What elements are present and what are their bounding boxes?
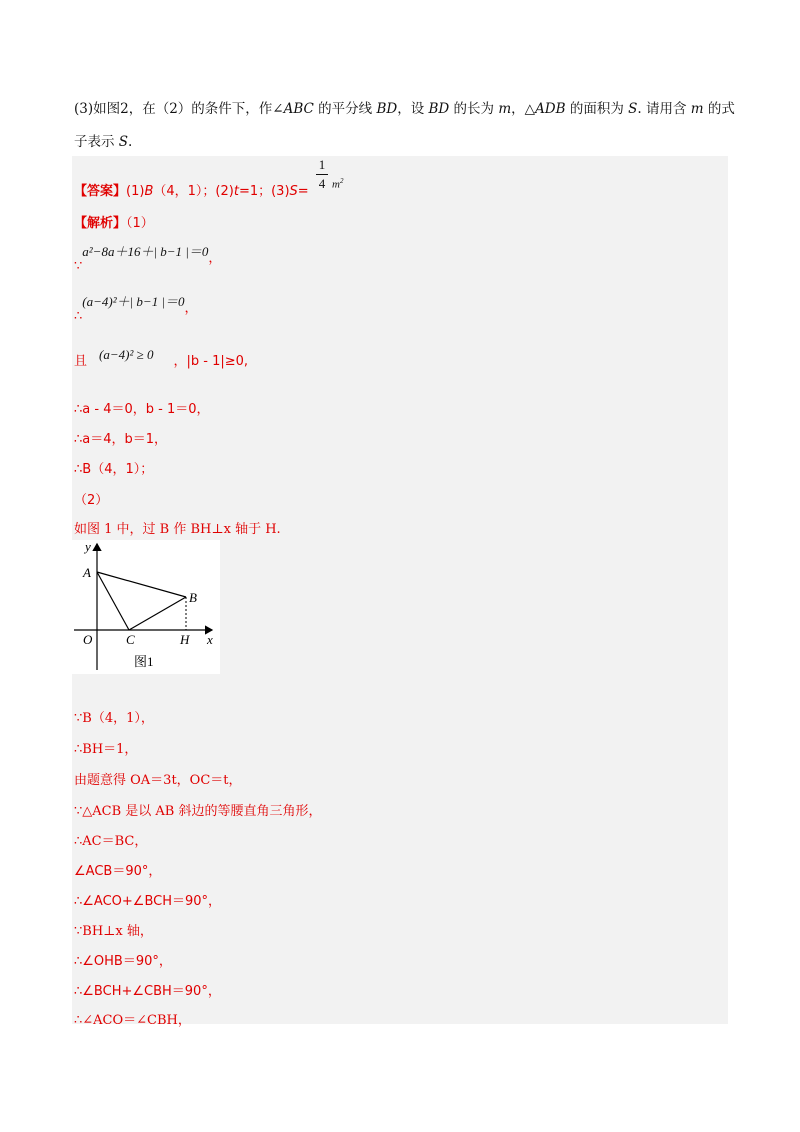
- fraction-denominator: 4: [318, 176, 326, 191]
- segment-ab: [97, 572, 186, 597]
- label-x: x: [207, 632, 213, 647]
- analysis-figure-intro: 如图 1 中，过 B 作 BH⊥x 轴于 H.: [74, 522, 281, 537]
- analysis-part2-heading: （2）: [74, 493, 109, 508]
- answer-line: 【答案】(1)B（4，1）；(2)t=1；(3)S=: [74, 184, 309, 199]
- solution-step: ∴AC＝BC，: [74, 834, 148, 849]
- label-h: H: [180, 632, 190, 647]
- answer-fraction: [316, 157, 328, 192]
- question-line-1: (3)如图2，在（2）的条件下，作∠ABC 的平分线 BD，设 BD 的长为 m，△ADB 的面积为 S. 请用含 m 的式: [74, 101, 735, 117]
- solution-step: ∵B（4，1），: [74, 711, 154, 726]
- analysis-eq1-line: ∵a²−8a＋16＋| b−1 |＝0，: [74, 244, 222, 274]
- fraction-numerator: 1: [318, 157, 326, 172]
- analysis-line-b: ∴a＝4，b＝1，: [74, 432, 168, 447]
- figure-1: [72, 540, 220, 674]
- solution-step: ∴∠OHB＝90°，: [74, 954, 172, 969]
- segment-cb: [129, 597, 186, 630]
- figure-caption: 图1: [134, 654, 154, 669]
- solution-step: ∴∠BCH+∠CBH＝90°，: [74, 984, 221, 999]
- solution-step: ∵BH⊥x 轴，: [74, 924, 153, 939]
- label-b: B: [189, 590, 197, 605]
- segment-ac: [97, 572, 129, 630]
- label-o: O: [83, 632, 93, 647]
- label-y: y: [85, 540, 91, 554]
- label-c: C: [126, 632, 135, 647]
- question-line-2: 子表示 S.: [74, 134, 133, 150]
- analysis-line-a: ∴a - 4＝0，b - 1＝0，: [74, 402, 210, 417]
- analysis-eq3-line: 且 (a−4)² ≥ 0 ，|b - 1|≥0,: [74, 347, 249, 369]
- analysis-eq2-line: ∴(a−4)²＋| b−1 |＝0，: [74, 294, 198, 324]
- solution-step: ∴BH＝1，: [74, 742, 138, 757]
- solution-step: ∴∠ACO＝∠CBH，: [74, 1013, 191, 1028]
- solution-step: ∵△ACB 是以 AB 斜边的等腰直角三角形，: [74, 804, 322, 819]
- analysis-heading: 【解析】（1）: [74, 216, 154, 231]
- solution-step: ∴∠ACO+∠BCH＝90°，: [74, 894, 222, 909]
- fraction-bar: [316, 174, 328, 175]
- figure-1-diagram: [72, 540, 220, 674]
- analysis-line-c: ∴B（4，1）；: [74, 462, 154, 477]
- solution-step: 由题意得 OA＝3t，OC＝t，: [74, 773, 242, 788]
- solution-step: ∠ACB＝90°，: [74, 864, 162, 879]
- answer-m-squared: $m^2$: [332, 177, 344, 191]
- label-a: A: [83, 565, 91, 580]
